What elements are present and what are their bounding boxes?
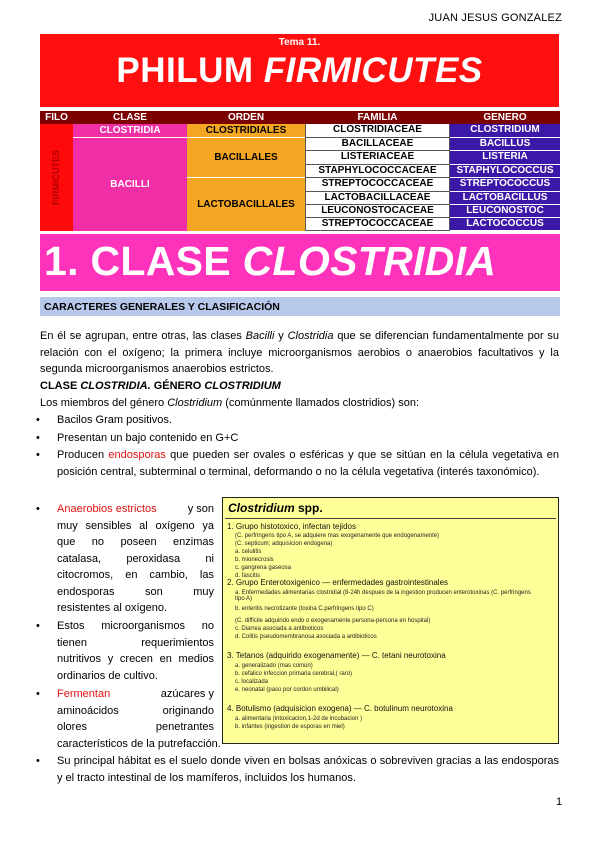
- clase-cell-clostridia: CLOSTRIDIA: [73, 124, 187, 137]
- bullet-line: endosporas son muy: [57, 585, 214, 598]
- spp-item: b. mionecrosis: [235, 557, 274, 563]
- clase-cell-bacilli: BACILLI: [73, 137, 187, 231]
- bullet-icon: •: [36, 414, 40, 426]
- spp-note: (C. difficile adquirido endo o exogenamente persona-persona en hospital): [235, 618, 431, 624]
- spp-item: c. gangrena gaseosa: [235, 565, 292, 571]
- genus-title-part: GÉNERO: [153, 380, 205, 392]
- members-text: Los miembros del género: [40, 397, 168, 409]
- members-italic: Clostridium: [167, 397, 223, 409]
- bullet-line: catalasa, peroxidasa ni: [57, 552, 214, 565]
- spp-group-heading: 4. Botulismo (adquisicion exogena) — C. botulinum neurotoxina: [227, 704, 453, 713]
- spp-item: a. alimentaria (intoxicacion,1-2d de incubacion ): [235, 716, 363, 722]
- bullet-line: [57, 501, 214, 518]
- familia-cell: BACILLACEAE: [305, 138, 450, 152]
- genus-title-part: CLOSTRIDIUM: [204, 380, 281, 392]
- genero-cell: LACTOCOCCUS: [450, 218, 560, 231]
- bullet-item: [36, 447, 559, 480]
- familia-cell: CLOSTRIDIACEAE: [305, 124, 450, 138]
- bullet-line: aminoácidos originando: [57, 704, 214, 717]
- members-intro: [40, 395, 419, 412]
- bullet-text: Bacilos Gram positivos.: [57, 414, 172, 426]
- spp-item: d. fascitis: [235, 573, 261, 579]
- bullet-item: [36, 501, 214, 617]
- spp-group-heading: 1. Grupo histotoxico, infectan tejidos: [227, 522, 356, 531]
- spp-item: a. generalizado (mas comun): [235, 663, 313, 669]
- spp-note: (C. perfringens tipo A, se adquiere mas exogenamente que endogenamente): [235, 533, 440, 539]
- bullet-highlight: Anaerobios estrictos: [57, 503, 157, 515]
- intro-paragraph: [40, 328, 559, 378]
- spp-group-heading: 3. Tetanos (adquirido exogenamente) — C. tetani neurotoxina: [227, 651, 446, 660]
- header-familia: FAMILIA: [305, 111, 450, 124]
- banner-title-plain: PHILUM: [116, 51, 264, 90]
- bullet-line: olores penetrantes: [57, 721, 214, 733]
- bullet-icon: •: [36, 432, 40, 444]
- header-filo: FILO: [40, 111, 73, 124]
- genero-cell: LISTERIA: [450, 151, 560, 165]
- bullet-icon: •: [36, 688, 40, 700]
- familia-cell: STREPTOCOCCACEAE: [305, 218, 450, 231]
- genero-cell: STREPTOCOCCUS: [450, 178, 560, 192]
- page-number: 1: [556, 796, 563, 808]
- spp-item: e. neonatal (paso por cordon umbilical): [235, 687, 339, 693]
- bullet-line: [57, 686, 214, 703]
- genero-cell: CLOSTRIDIUM: [450, 124, 560, 138]
- banner-title-italic: FIRMICUTES: [263, 51, 483, 90]
- bullet-icon: •: [36, 449, 40, 461]
- familia-cell: STREPTOCOCCACEAE: [305, 178, 450, 192]
- spp-item: a. celulitis: [235, 549, 262, 555]
- section-heading-italic: CLOSTRIDIA: [242, 238, 497, 284]
- bullet-line: resistentes al oxígeno.: [57, 602, 168, 614]
- bullet-icon: •: [36, 620, 40, 632]
- spp-item: b. enteritis necrotizante (toxina C.perfringens tipo C): [235, 606, 374, 612]
- bullet-text: Presentan un bajo contenido en G+C: [57, 432, 239, 444]
- topic-number: Tema 11.: [278, 37, 321, 48]
- bullet-line: muy sensibles al oxígeno ya: [57, 519, 214, 532]
- intro-italic-clostridia: Clostridia: [287, 330, 334, 342]
- intro-text: y: [274, 330, 288, 342]
- author-header: JUAN JESUS GONZALEZ: [428, 12, 562, 24]
- familia-cell: LISTERIACEAE: [305, 151, 450, 165]
- bullet-text: y son: [187, 503, 214, 515]
- bullet-line: nutritivos y crecen en medios: [57, 653, 214, 665]
- bullet-line: ordinarios de cultivo.: [57, 669, 158, 682]
- genero-cell: STAPHYLOCOCCUS: [450, 165, 560, 179]
- genero-cell: BACILLUS: [450, 138, 560, 152]
- filo-label: FIRMICUTES: [51, 150, 61, 205]
- orden-cell-lactobacillales: LACTOBACILLALES: [187, 177, 305, 231]
- genus-title-part: CLASE: [40, 380, 81, 392]
- bullet-text: Su principal hábitat es el suelo donde viven en bolsas anóxicas o sobreviven gracias a las endosporas y el tracto intestinal de los mamíferos, incluidos los humanos.: [57, 755, 559, 784]
- header-genero: GENERO: [450, 111, 560, 124]
- spp-title-italic: Clostridium: [228, 501, 295, 515]
- spp-title-rest: spp.: [294, 501, 323, 515]
- intro-text: En él se agrupan, entre otras, las clases: [40, 330, 246, 342]
- bullet-line: tienen requerimientos: [57, 636, 214, 649]
- header-clase: CLASE: [73, 111, 187, 124]
- spp-group-heading: 2. Grupo Enterotoxigenico — enfermedades gastrointestinales: [227, 578, 449, 587]
- genero-cell: LACTOBACILLUS: [450, 192, 560, 206]
- intro-text: que se diferencian fundamentalmente por su relación con el oxígeno; la primera incluye microorganismos aerobios o anaerobios facultativos y la segunda microorganismos anaerobios estrictos.: [40, 330, 559, 375]
- spp-item: c. Diarrea asociada a antibioticos: [235, 626, 324, 632]
- bullet-text: que pueden ser ovales o esféricas y que se sitúan en la célula vegetativa en posición central, subterminal o terminal, deformando o no la célula vegetativa (interés taxonómico).: [57, 449, 559, 478]
- spp-item: b. cefalico infeccion primaria cerebral,( raro): [235, 671, 353, 677]
- orden-cell-bacillales: BACILLALES: [187, 137, 305, 177]
- spp-divider: [225, 518, 556, 519]
- genus-title-part: CLOSTRIDIA.: [80, 380, 154, 392]
- topic-banner: [40, 34, 559, 107]
- bullet-item: [36, 686, 221, 752]
- bullet-highlight: Fermentan: [57, 688, 111, 700]
- members-text: (comúnmente llamados clostridios) son:: [222, 397, 420, 409]
- section-heading: [40, 234, 560, 291]
- spp-item: c. localizada: [235, 679, 269, 685]
- bullet-line: citocromos, en cambio, las: [57, 569, 214, 581]
- spp-item: d. Colitis pseudomembranosa asociada a antibioticos: [235, 634, 377, 640]
- bullet-line: Estos microorganismos no: [57, 620, 214, 632]
- bullet-item: [36, 412, 557, 429]
- clostridium-spp-box: [222, 497, 559, 744]
- bullet-item: [36, 430, 557, 447]
- genus-title: [40, 378, 281, 395]
- section-subheading: CARACTERES GENERALES Y CLASIFICACIÓN: [40, 297, 560, 316]
- spp-item: a. Enfermedades alimentarias clostridial (8-24h despues de la ingestion producen enterotoxinas (C. perfringens tipo A): [235, 590, 531, 602]
- bullet-line: que no poseen enzimas: [57, 536, 214, 548]
- bullet-line: característicos de la putrefacción.: [57, 737, 221, 750]
- spp-box-title: [228, 501, 323, 515]
- bullet-item: [36, 753, 559, 786]
- taxonomy-table: [40, 111, 560, 231]
- intro-italic-bacilli: Bacilli: [245, 330, 275, 342]
- spp-item: b. infantes (ingestion de esporas en miel): [235, 724, 345, 730]
- filo-cell: [40, 124, 73, 231]
- spp-note: (C. septicum; adquisicion endogena): [235, 541, 333, 547]
- bullet-text: azúcares y: [160, 688, 214, 700]
- header-orden: ORDEN: [187, 111, 305, 124]
- genero-cell: LEUCONOSTOC: [450, 205, 560, 218]
- familia-cell: LEUCONOSTOCACEAE: [305, 205, 450, 218]
- bullet-icon: •: [36, 755, 40, 767]
- bullet-text: Producen: [57, 449, 109, 461]
- section-heading-plain: 1. CLASE: [44, 238, 243, 284]
- bullet-highlight: endosporas: [108, 449, 166, 461]
- bullet-icon: •: [36, 503, 40, 515]
- familia-cell: STAPHYLOCOCCACEAE: [305, 165, 450, 179]
- banner-title: [40, 51, 559, 91]
- bullet-item: [36, 618, 214, 684]
- orden-cell-clostridiales: CLOSTRIDIALES: [187, 124, 305, 137]
- familia-cell: LACTOBACILLACEAE: [305, 192, 450, 206]
